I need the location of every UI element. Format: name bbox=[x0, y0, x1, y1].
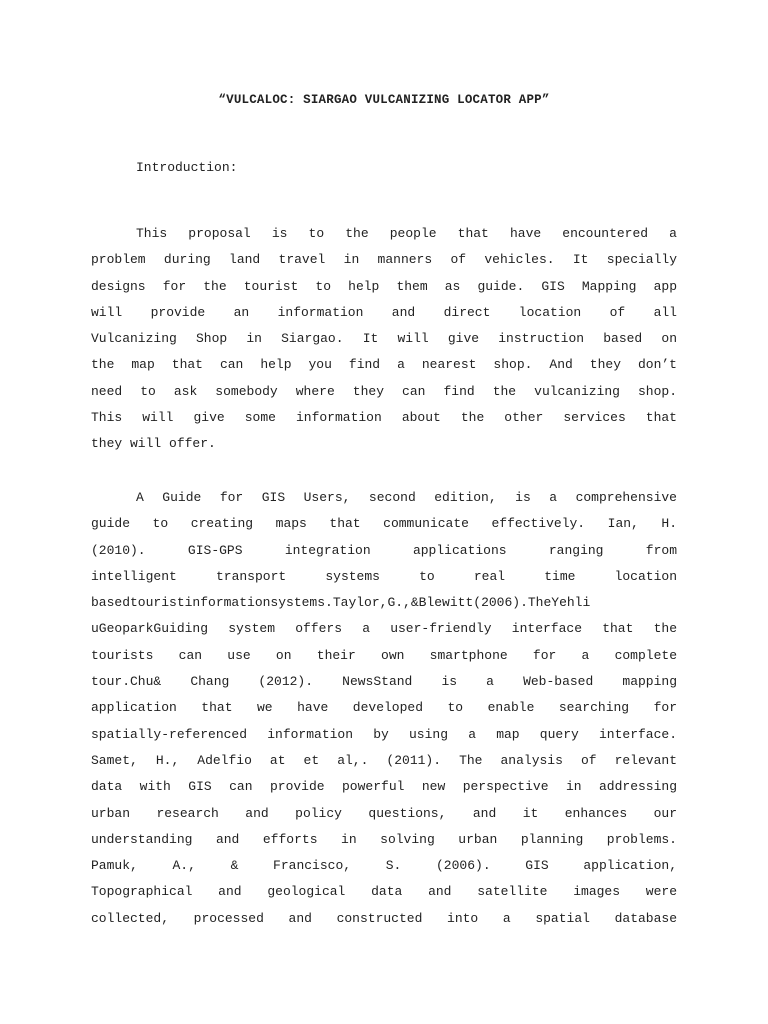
paragraph-2-line: basedtouristinformationsystems.Taylor,G.,&Blewitt(2006).TheYehli bbox=[91, 595, 591, 611]
document-title: “VULCALOC: SIARGAO VULCANIZING LOCATOR APP” bbox=[218, 93, 550, 107]
paragraph-2-line: urban research and policy questions, and it enhances our bbox=[91, 805, 677, 821]
paragraph-2-line: intelligent transport systems to real time location bbox=[91, 568, 677, 584]
paragraph-1-line: This proposal is to the people that have encountered a bbox=[136, 226, 677, 241]
paragraph-2-line: tourists can use on their own smartphone for a complete bbox=[91, 647, 677, 663]
paragraph-2 bbox=[91, 490, 677, 937]
paragraph-1-line: the map that can help you find a nearest shop. And they don’t bbox=[91, 357, 677, 373]
paragraph-2-line: (2010). GIS-GPS integration applications ranging from bbox=[91, 542, 677, 558]
section-heading-introduction: Introduction: bbox=[136, 160, 238, 175]
paragraph-2-line: Topographical and geological data and satellite images were bbox=[91, 884, 677, 900]
paragraph-1 bbox=[91, 226, 677, 463]
paragraph-2-line: guide to creating maps that communicate effectively. Ian, H. bbox=[91, 516, 677, 532]
paragraph-1-line: designs for the tourist to help them as guide. GIS Mapping app bbox=[91, 278, 677, 294]
paragraph-1-line: problem during land travel in manners of vehicles. It specially bbox=[91, 252, 677, 268]
paragraph-2-line: tour.Chu& Chang (2012). NewsStand is a Web-based mapping bbox=[91, 674, 677, 690]
paragraph-2-line: collected, processed and constructed into a spatial database bbox=[91, 910, 677, 926]
paragraph-2-line: spatially-referenced information by using a map query interface. bbox=[91, 726, 677, 742]
paragraph-2-line: Samet, H., Adelfio at et al,. (2011). The analysis of relevant bbox=[91, 752, 677, 768]
paragraph-2-line: uGeoparkGuiding system offers a user-friendly interface that the bbox=[91, 621, 677, 637]
paragraph-1-line: will provide an information and direct location of all bbox=[91, 304, 677, 320]
paragraph-2-line: application that we have developed to enable searching for bbox=[91, 700, 677, 716]
paragraph-1-line: Vulcanizing Shop in Siargao. It will give instruction based on bbox=[91, 331, 677, 347]
paragraph-2-line: A Guide for GIS Users, second edition, is a comprehensive bbox=[136, 490, 677, 505]
paragraph-2-line: understanding and efforts in solving urban planning problems. bbox=[91, 831, 677, 847]
paragraph-2-line: Pamuk, A., & Francisco, S. (2006). GIS application, bbox=[91, 858, 677, 874]
paragraph-1-line: need to ask somebody where they can find the vulcanizing shop. bbox=[91, 383, 677, 399]
paragraph-2-line: data with GIS can provide powerful new perspective in addressing bbox=[91, 779, 677, 795]
paragraph-1-line: they will offer. bbox=[91, 436, 216, 452]
paragraph-1-line: This will give some information about the other services that bbox=[91, 410, 677, 426]
